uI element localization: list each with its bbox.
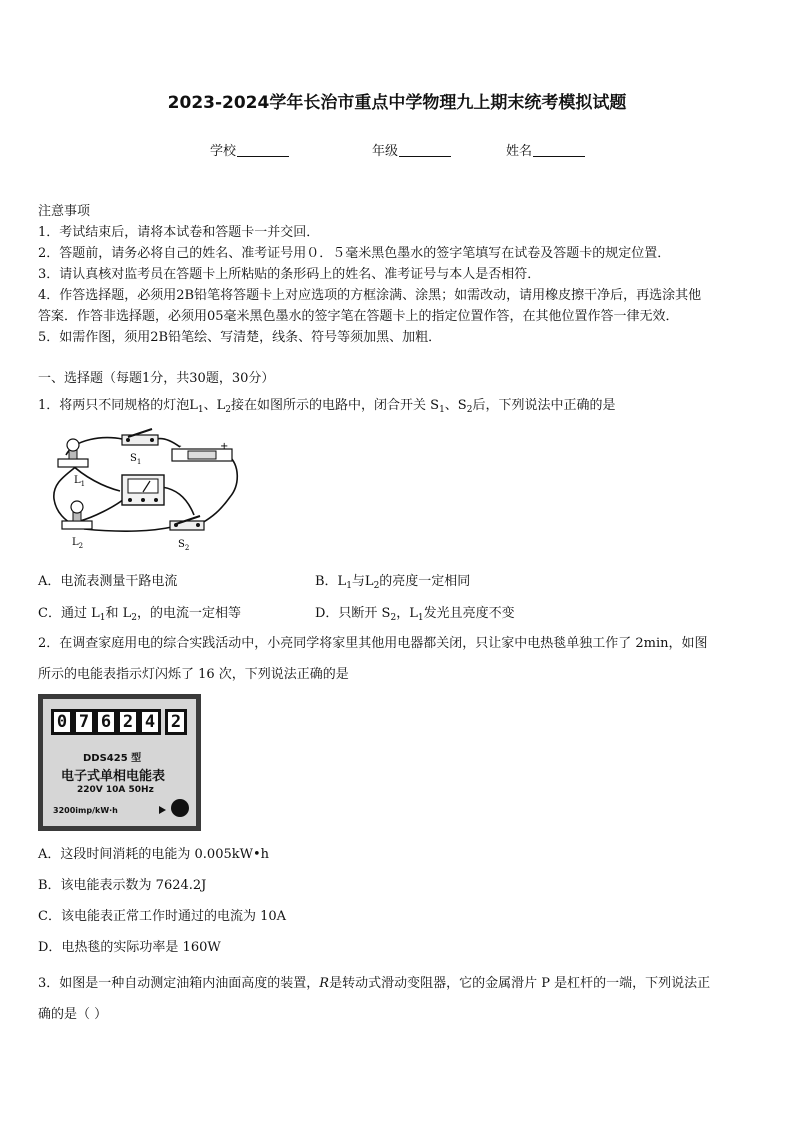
circuit-diagram — [44, 425, 244, 560]
wire — [84, 527, 172, 531]
meter-spec: 220V 10A 50Hz — [77, 785, 154, 795]
grade-blank[interactable] — [399, 144, 451, 157]
switch-s1-icon — [122, 429, 158, 445]
meter-imp: 3200imp/kW·h — [53, 806, 118, 815]
grade-field — [372, 140, 451, 159]
q1-option-a[interactable]: A．电流表测量干路电流 — [38, 574, 178, 589]
battery-plus: + — [220, 441, 229, 452]
lamp-l1-icon — [58, 439, 88, 467]
question-3-stem-2: 确的是（ ） — [38, 1007, 108, 1022]
notice-item-5: 5．如需作图，须用2B铅笔绘、写清楚，线条、符号等须加黑、加粗． — [38, 330, 442, 345]
school-blank[interactable] — [237, 144, 289, 157]
school-field — [210, 140, 289, 159]
meter-digit: 0 — [54, 712, 70, 732]
meter-decimal-box — [165, 709, 187, 735]
question-3-stem-1: 3．如图是一种自动测定油箱内油面高度的装置，R是转动式滑动变阻器，它的金属滑片 P 是杠杆的一端，下列说法正 — [38, 976, 711, 991]
meter-face — [43, 699, 196, 826]
meter-name: 电子式单相电能表 — [61, 769, 166, 784]
school-label: 学校 — [210, 144, 237, 159]
notice-item-2: 2．答题前，请务必将自己的姓名、准考证号用０．５毫米黑色墨水的签字笔填写在试卷及答题卡的规定位置． — [38, 246, 671, 261]
label-s1: $S_1$ — [130, 453, 142, 466]
meter-counter — [51, 709, 161, 735]
meter-digit-decimal: 2 — [168, 712, 184, 732]
lamp-l2-icon — [62, 501, 92, 529]
label-l2: $L_2$ — [72, 537, 84, 550]
name-field — [506, 140, 585, 159]
meter-digit: 6 — [98, 712, 114, 732]
energy-meter — [38, 694, 201, 831]
grade-label: 年级 — [372, 144, 399, 159]
wire — [202, 455, 237, 523]
notice-item-4: 4．作答选择题，必须用2B铅笔将答题卡上对应选项的方框涂满、涂黑；如需改动，请用橡皮擦干净后，再选涂其他 — [38, 288, 702, 303]
q1-option-b[interactable]: B．$L_1$与$L_2$的亮度一定相同 — [315, 574, 471, 591]
q2-option-d[interactable]: D．电热毯的实际功率是 160W — [38, 940, 221, 955]
notice-item-4-cont: 答案．作答非选择题，必须用05毫米黑色墨水的签字笔在答题卡上的指定位置作答，在其他位置作答一律无效． — [38, 309, 679, 324]
q1-option-d[interactable]: D．只断开 $S_2$，$L_1$发光且亮度不变 — [315, 606, 515, 623]
ammeter-icon — [122, 475, 164, 505]
meter-digit: 2 — [120, 712, 136, 732]
question-2-stem-2: 所示的电能表指示灯闪烁了 16 次，下列说法正确的是 — [38, 667, 349, 682]
q2-option-a[interactable]: A．这段时间消耗的电能为 0.005kW•h — [38, 847, 270, 862]
notice-item-1: 1．考试结束后，请将本试卷和答题卡一并交回． — [38, 225, 320, 240]
wire — [80, 499, 124, 521]
name-label: 姓名 — [506, 144, 533, 159]
play-arrow-icon — [159, 806, 166, 814]
meter-model: DDS425 型 — [83, 753, 142, 764]
label-l1: $L_1$ — [74, 475, 86, 488]
meter-digit: 7 — [76, 712, 92, 732]
wire — [162, 487, 194, 515]
q2-option-c[interactable]: C．该电能表正常工作时通过的电流为 10A — [38, 909, 287, 924]
indicator-light-icon — [171, 799, 189, 817]
notice-heading: 注意事项 — [38, 204, 91, 219]
wire — [156, 438, 180, 447]
switch-s2-icon — [170, 516, 204, 530]
meter-digit: 4 — [142, 712, 158, 732]
q1-option-c[interactable]: C．通过 $L_1$和 $L_2$，的电流一定相等 — [38, 606, 241, 623]
q2-option-b[interactable]: B．该电能表示数为 7624.2J — [38, 878, 207, 893]
section-heading: 一、选择题（每题1分，共30题，30分） — [38, 371, 275, 386]
notice-item-3: 3．请认真核对监考员在答题卡上所粘贴的条形码上的姓名、准考证号与本人是否相符． — [38, 267, 541, 282]
battery-minus: - — [178, 441, 182, 452]
question-1-stem: 1．将两只不同规格的灯泡$L_1$、$L_2$接在如图所示的电路中，闭合开关 $S_1$、$S_2$后，下列说法中正确的是 — [38, 398, 616, 415]
page-title: 2023-2024学年长治市重点中学物理九上期末统考模拟试题 — [167, 93, 627, 113]
name-blank[interactable] — [533, 144, 585, 157]
label-s2: $S_2$ — [178, 539, 190, 552]
question-2-stem-1: 2．在调查家庭用电的综合实践活动中，小亮同学将家里其他用电器都关闭，只让家中电热毯单独工作了 2min，如图 — [38, 636, 708, 651]
